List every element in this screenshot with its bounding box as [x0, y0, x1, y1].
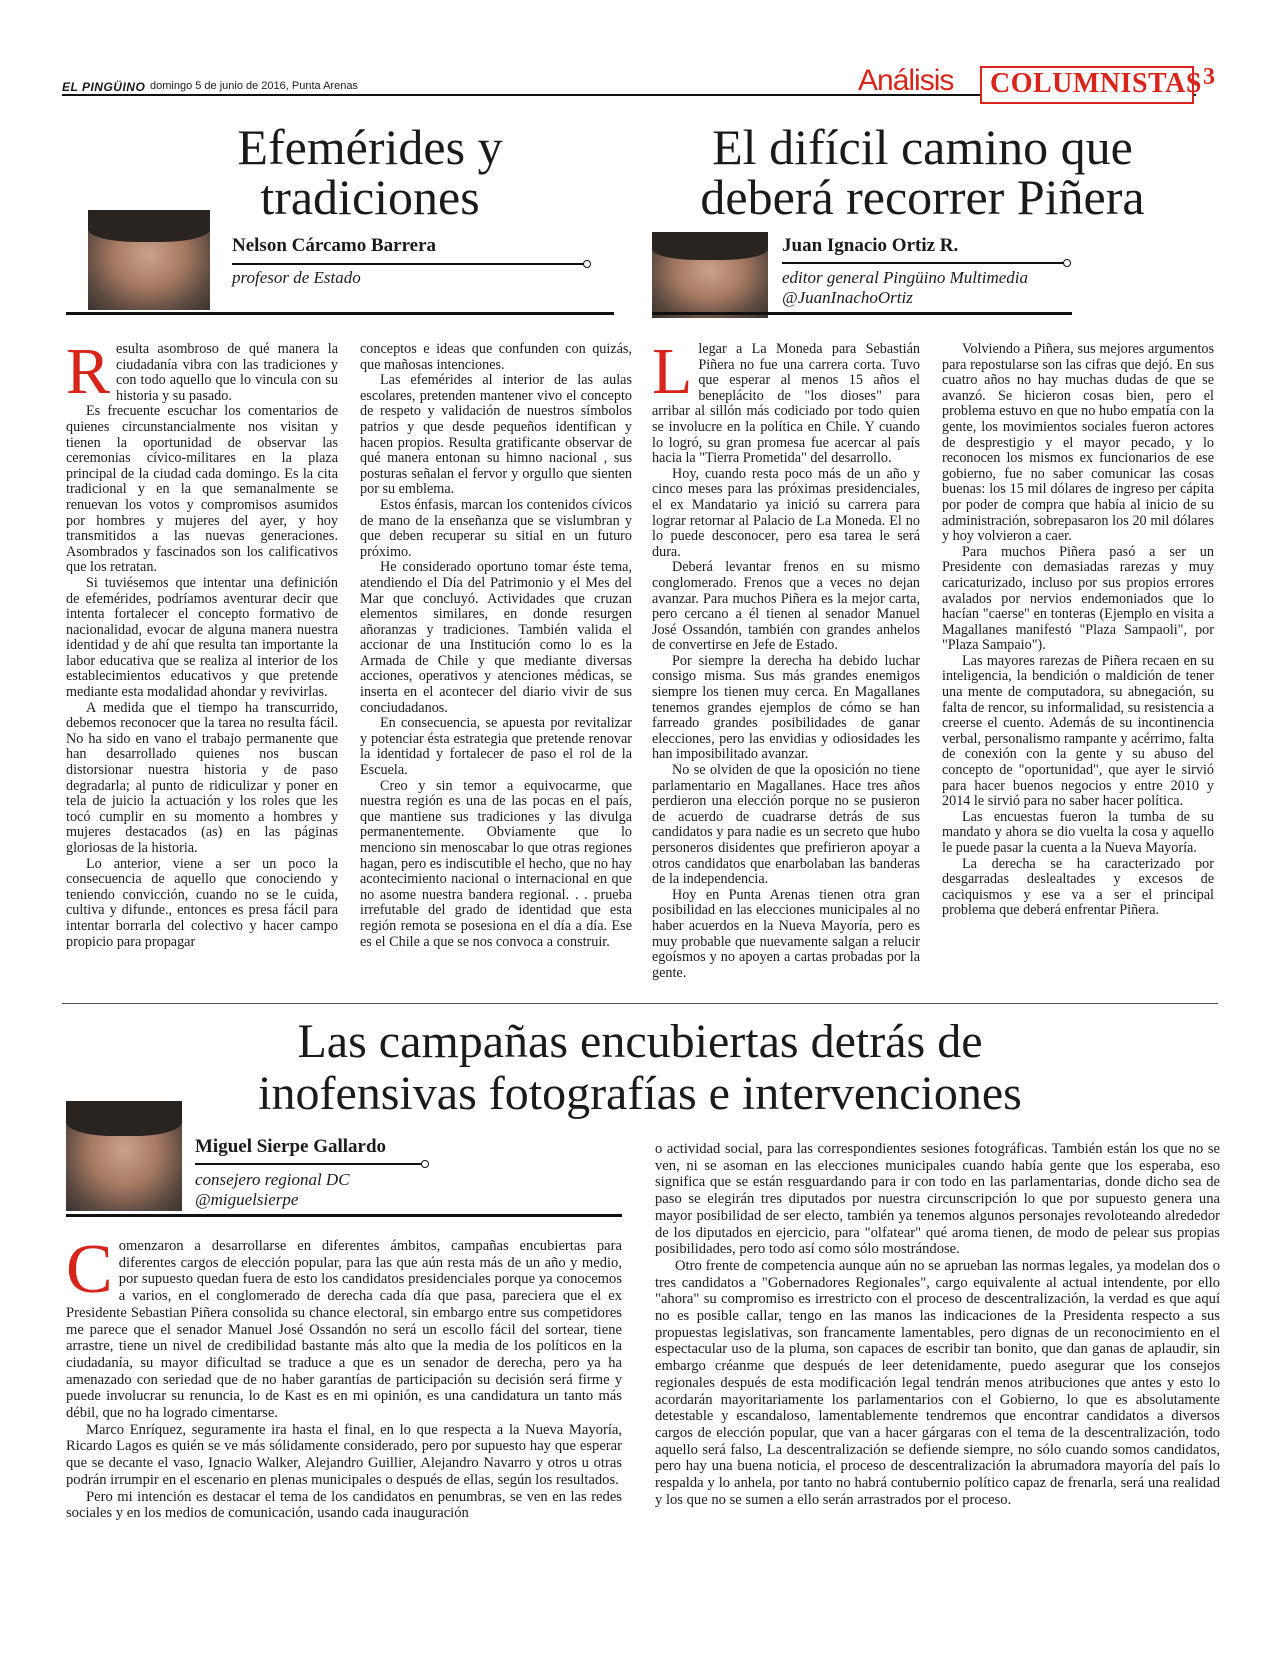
author-name: Nelson Cárcamo Barrera [232, 235, 437, 256]
article3-column-1 [66, 1231, 622, 1522]
byline-rule [66, 1214, 622, 1217]
byline-rule [66, 312, 614, 315]
paragraph: Hoy, cuando resta poco más de un año y cinco meses para las próximas presidenciales, el ex Mandatario ya inició su carrera para lograr retornar al Palacio de La Moneda. El no lo puede desconocer, pero esa tarea le será dura. [652, 465, 920, 560]
paragraph: conceptos e ideas que confunden con quizás, que mañosas intenciones. [360, 341, 632, 373]
byline-rule [652, 312, 1072, 315]
paragraph: No se olviden de que la oposición no tiene parlamentario en Magallanes. Hace tres años perdieron una elección porque no se pusieron de acuerdo de cuadrarse detrás de sus candidatos y para nadie es un secreto que hubo personeros disidentes que prefirieron apoyar a otros candidatos que enarbolaban las banderas de la independencia. [652, 762, 920, 888]
author-role [195, 1170, 350, 1210]
paragraph: Volviendo a Piñera, sus mejores argumentos para repostularse son las cifras que dejó. En sus cuatro años no hay muchas dudas de que se avanzó. Se hicieron cosas bien, pero el problema estuvo en que no hubo empatía con la gente, los movimientos sociales fueron actores de desprestigio y el mayor pecado, y lo reconocen los mismos ex funcionarios de ese gobierno, fue no saber comunicar las cosas buenas: los 15 mil dólares de ingreso per cápita por poder de compra que había al inicio de su administración, sobrepasaron los 20 mil dólares y hoy volvieron a caer. [942, 341, 1214, 545]
drop-cap: C [66, 1231, 113, 1308]
role-line: editor general Pingüino Multimedia [782, 268, 1028, 287]
paragraph: A medida que el tiempo ha transcurrido, debemos reconocer que la tarea no resulta fácil. No ha sido en vano el trabajo permanente que han desarrollado quienes nos buscan distorsionar nuestra historia y de paso degradarla; al punto de ridiculizar y poner en tela de juicio la actuación y los roles que les tocó cumplir en su momento a hombres y mujeres destacados (as) en las páginas gloriosas de la historia. [66, 699, 338, 856]
author-name: Juan Ignacio Ortiz R. [782, 235, 959, 256]
article2-column-1 [652, 335, 920, 981]
twitter-handle: @JuanInachoOrtiz [782, 288, 913, 307]
section-prefix: Análisis [858, 64, 954, 97]
paragraph: La derecha se ha caracterizado por desgarradas deslealtades y excesos de caciquismos y ese va a ser el principal problema que deberá enfrentar Piñera. [942, 855, 1214, 919]
page-number: 3 [1203, 64, 1215, 90]
author-name: Miguel Sierpe Gallardo [195, 1136, 387, 1157]
paragraph: legar a La Moneda para Sebastián Piñera no fue una carrera corta. Tuvo que esperar al menos 15 años el beneplácito de "los dioses" para arribar al sillón más codiciado por todo quien se involucre en la política en Chile. Y cuando lo logró, su gran promesa fue acercar al país hacia la "Tierra Prometida" del desarrollo. [652, 341, 920, 467]
paragraph: Es frecuente escuchar los comentarios de quienes circunstancialmente nos visitan y tienen la oportunidad de observar las ceremonias cívico-militares en la plaza principal de la ciudad cada domingo. Es la cita tradicional y en la que semanalmente se renuevan los votos y compromisos asumidos por hombres y mujeres del ayer, y hoy transmitidos a las nuevas generaciones. Asombrados y fascinados son los calificativos que los retratan. [66, 403, 338, 576]
section-title: COLUMNISTAS [990, 68, 1202, 99]
paragraph: o actividad social, para las correspondientes sesiones fotográficas. También están los que no se ven, ni se asoman en las elecciones municipales cuando había gente que los esperaba, eso significa que se están resguardando para ir con todo en las parlamentarias, donde dicho sea de paso se elegirán tres diputados por nuestra circunscripción lo que por supuesto genera una mayor posibilidad de ser electo, también ya tenemos algunos personajes revoloteando alrededor de los diputados en ejercicio, para "olfatear" qué aroma tienen, de modo de pelear sus propias posibilidades, pero todo así como sólo mostrándose. [655, 1141, 1220, 1258]
drop-cap: R [66, 335, 111, 408]
paragraph: Lo anterior, viene a ser un poco la consecuencia de aquello que conociendo y teniendo convicción, cuando no se le cuida, cultiva y difunde., entonces es presa fácil para intentar borrarla del colectivo y hacer campo propicio para propagar [66, 855, 338, 950]
paragraph: He considerado oportuno tomar éste tema, atendiendo el Día del Patrimonio y el Mes del Mar que concluyó. Actividades que cruzan elementos similares, en donde resurgen añoranzas y tradiciones. También valida el accionar de una Institución como lo es la Armada de Chile y que mediante diversas acciones, operativos y atenciones médicas, se inserta en el acontecer del diario vivir de sus conciudadanos. [360, 559, 632, 716]
section-divider [62, 1003, 1218, 1004]
headline-line: Efemérides y [237, 119, 503, 175]
paragraph: Por siempre la derecha ha debido luchar consigo misma. Sus más grandes enemigos siempre los tienen muy cerca. En Magallanes tenemos grandes ejemplos de cómo se han farreado grandes posibilidades de ganar elecciones, pero las envidias y odiosidades les han imposibilitado avanzar. [652, 652, 920, 763]
paragraph: Otro frente de competencia aunque aún no se aprueban las normas legales, ya modelan dos o tres candidatos a "Gobernadores Regionales", cargo equivalente al actual intendente, por ello "ahora" su compromiso es irrestricto con el proceso de descentralización, la verdad es que aquí no es posible callar, tengo en las manos las indicaciones de la Presidenta respecto a sus propuestas legislativas, son francamente lamentables, pero dignas de un reconocimiento en el espectacular uso de la pluma, son capaces de escribir tan bonito, que dan ganas de aplaudir, sin embargo créanme que después de leer detenidamente, puedo asegurar que los consejos regionales después de esta modificación legal tendrán menos atribuciones que antes y esto lo acordarán mayoritariamente los parlamentarios con el Gobierno, lo que es absolutamente detestable y escandaloso, lamentablemente tendremos que encontrar candidatos a diversos cargos de elección popular, que van a hacer gárgaras con el tema de la descentralización, todo aquello será falso, La descentralización se defiende siempre, no sólo cuando somos candidatos, pero hay una buena noticia, el proceso de descentralización la abrumadora mayoría del país lo respalda y lo anhela, por tanto no habrá contubernio político capaz de frenarla, será una realidad y los que no se sumen a ello serán arrastrados por el proceso. [655, 1257, 1220, 1508]
drop-cap: L [652, 335, 693, 408]
article2-headline [650, 119, 1195, 225]
paragraph: En consecuencia, se apuesta por revitalizar y potenciar ésta estrategia que pretende renovar la identidad y fortalecer de paso el rol de la Escuela. [360, 715, 632, 779]
dateline: domingo 5 de junio de 2016, Punta Arenas [150, 80, 358, 92]
masthead-logo: EL PINGÜINO [62, 80, 146, 94]
article3-column-2 [655, 1141, 1220, 1508]
paragraph: Las efemérides al interior de las aulas escolares, pretenden mantener vivo el concepto de respeto y validación de nuestros símbolos patrios y que desde pequeños identifican y hacen propios. Resulta gratificante observar de qué manera entonan su himno nacional , sus posturas señalan el fervor y orgullo que sienten por su emblema. [360, 372, 632, 498]
paragraph: Estos énfasis, marcan los contenidos cívicos de mano de la enseñanza que se vislumbran y que deben recuperar su sitial en un futuro próximo. [360, 496, 632, 560]
author-photo [88, 210, 210, 310]
paragraph: Hoy en Punta Arenas tienen otra gran posibilidad en las elecciones municipales al no haber acuerdos en la Nueva Mayoría, pero es muy probable que nuevamente salgan a relucir egoísmos y no apoyen a cartas probadas por la gente. [652, 886, 920, 981]
paragraph: Pero mi intención es destacar el tema de los candidatos en penumbras, se ven en las redes sociales y en los medios de comunicación, usando cada inauguración [66, 1488, 622, 1522]
paragraph: Creo y sin temor a equivocarme, que nuestra región es una de las pocas en el país, que mantiene sus tradiciones y las divulga permanentemente. Obviamente que lo menciono sin menoscabar lo que otras regiones hagan, pero es indiscutible el hecho, que no hay acontecimiento nacional o internacional en que no asome nuestra bandera regional. . . prueba irrefutable del grado de identidad que esta región remota se posesiona en el día a día. Ese es el Chile a que se nos convoca a construir. [360, 777, 632, 950]
paragraph: omenzaron a desarrollarse en diferentes ámbitos, campañas encubiertas para diferentes cargos de elección popular, para las que aún resta más de un año y medio, por supuesto quedan fuera de esto los candidatos presidenciales porque ya conocemos a varios, en el conglomerado de derecha cada día que pasa, pareciera que el ex Presidente Sebastian Piñera consolida su chance electoral, sin embargo entre sus competidores me parece que el senador Manuel José Ossandón no será un escollo fácil del sortear, tiene arrastre, tiene un nivel de credibilidad bastante más alto que la media de los políticos en la ciudadanía, su mayor dificultad se traduce a que es un senador de derecha, pero ya ha amenazado con seriedad que de no haber garantías de participación su decisión será firme y puede involucrar su renuncia, lo de Kast es en mi opinión, es una candidatura un tanto más débil, que no ha logrado cimentarse. [66, 1238, 622, 1422]
article1-column-2 [360, 342, 632, 950]
paragraph: Las mayores rarezas de Piñera recaen en su inteligencia, la bendición o maldición de tener una mente de computadora, su abnegación, su falta de rencor, su informalidad, su resistencia a creerse el cuento. Además de su incontinencia verbal, personalismo rampante y acérrimo, falta de conexión con la gente y su abuso del concepto de "oportunidad", que ayer le sirvió para hacer buenos negocios y entre 2010 y 2014 le sirvió para no saber hacer política. [942, 652, 1214, 810]
article1-headline [180, 119, 560, 225]
author-rule [232, 263, 587, 265]
paragraph: Marco Enríquez, seguramente ira hasta el final, en lo que respecta a la Nueva Mayoría, Ricardo Lagos es quién se ve más sólidamente considerado, pero por supuesto hay que esperar que se decante el vaso, Ignacio Walker, Alejandro Guillier, Alejandro Navarro y otros u otras podrán irrumpir en el escenario en plenas municipales o después de ellas, según los resultados. [66, 1421, 622, 1488]
author-photo [652, 232, 768, 318]
article2-column-2 [942, 342, 1214, 919]
headline-line: inofensivas fotografías e intervenciones [258, 1067, 1022, 1120]
role-line: consejero regional DC [195, 1170, 350, 1189]
headline-line: deberá recorrer Piñera [700, 169, 1145, 225]
headline-line: tradiciones [260, 169, 480, 225]
twitter-handle: @miguelsierpe [195, 1190, 299, 1209]
author-rule [782, 262, 1067, 264]
author-photo [66, 1101, 182, 1211]
paragraph: Si tuviésemos que intentar una definición de efemérides, podríamos aventurar decir que intenta fortalecer el concepto formativo de nacionalidad, evocar de alguna manera nuestra identidad y de ahí que resulta tan importante la labor educativa que se realiza al interior de los establecimientos educativos y que pretende mediante esta modalidad ahondar y revivirlas. [66, 574, 338, 701]
paragraph: Para muchos Piñera pasó a ser un Presidente con demasiadas rarezas y muy caricaturizado, incluso por sus propios errores avalados por nervios endemoniados que lo hacían "caerse" en tonteras (Ejemplo en visita a Magallanes manifestó "Plaza Sampaoli", por "Plaza Sampaio"). [942, 543, 1214, 654]
article1-column-1 [66, 335, 338, 950]
article3-headline [60, 1016, 1220, 1120]
headline-line: Las campañas encubiertas detrás de [297, 1015, 983, 1068]
paragraph: Las encuestas fueron la tumba de su mandato y ahora se dio vuelta la cosa y aquello le puede pasar la cuenta a la Nueva Mayoría. [942, 808, 1214, 856]
author-role [782, 268, 1028, 308]
paragraph: esulta asombroso de qué manera la ciudadanía vibra con las tradiciones y con todo aquello que lo vincula con su historia y su pasado. [116, 341, 338, 404]
headline-line: El difícil camino que [712, 119, 1133, 175]
paragraph: Deberá levantar frenos en su mismo conglomerado. Frenos que a veces no dejan avanzar. Para muchos Piñera es la mejor carta, pero cercano a él tienen al senador Manuel José Ossandón, también con grandes anhelos de convertirse en Jefe de Estado. [652, 559, 920, 654]
author-rule [195, 1163, 425, 1165]
author-role: profesor de Estado [232, 268, 361, 287]
